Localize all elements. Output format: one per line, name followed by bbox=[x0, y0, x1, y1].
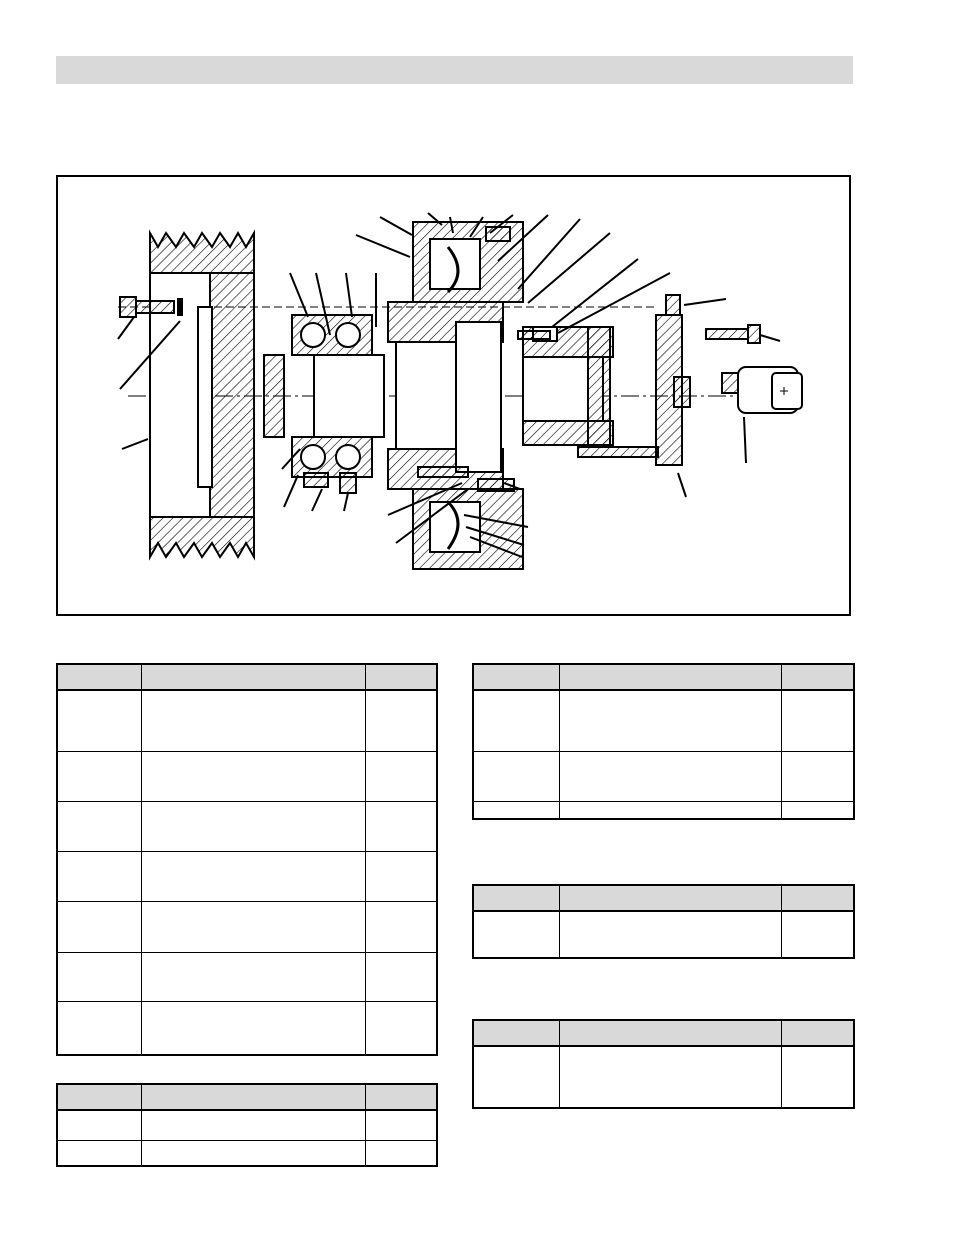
col-header-2 bbox=[559, 664, 781, 690]
table-row bbox=[473, 911, 854, 958]
table-row bbox=[473, 751, 854, 801]
col-header-3 bbox=[365, 1084, 437, 1110]
cap-screw-left bbox=[120, 297, 182, 317]
center-hub bbox=[388, 302, 503, 489]
table-row bbox=[473, 1046, 854, 1108]
col-header-1 bbox=[57, 664, 141, 690]
table-row bbox=[57, 751, 437, 801]
col-header-1 bbox=[473, 1020, 559, 1046]
table-row bbox=[473, 801, 854, 819]
parts-table-right-mid bbox=[472, 884, 855, 959]
table-row bbox=[57, 952, 437, 1001]
spacer-ring bbox=[264, 355, 284, 437]
col-header-3 bbox=[781, 885, 854, 911]
table-row bbox=[57, 901, 437, 952]
exploded-cross-section-drawing bbox=[58, 177, 849, 614]
parts-table-left-small bbox=[56, 1083, 438, 1167]
parts-table-left-main bbox=[56, 663, 438, 1056]
exploded-view-figure bbox=[56, 175, 851, 616]
col-header-3 bbox=[365, 664, 437, 690]
set-screw-mid bbox=[518, 331, 550, 339]
col-header-2 bbox=[559, 1020, 781, 1046]
table-row bbox=[57, 1140, 437, 1166]
bearing-hub bbox=[292, 315, 384, 493]
housing-upper bbox=[413, 222, 523, 302]
table-row bbox=[57, 851, 437, 901]
table-row bbox=[473, 690, 854, 751]
sensor-switch bbox=[722, 367, 802, 413]
table-row bbox=[57, 801, 437, 851]
parts-table-right-bottom bbox=[472, 1019, 855, 1109]
shaft-adapter bbox=[523, 327, 613, 445]
bolt-right bbox=[706, 325, 760, 343]
col-header-2 bbox=[559, 885, 781, 911]
table-row bbox=[57, 690, 437, 751]
col-header-1 bbox=[57, 1084, 141, 1110]
section-header-bar bbox=[56, 56, 853, 84]
housing-lower bbox=[413, 479, 523, 569]
col-header-1 bbox=[473, 885, 559, 911]
pulley-sheave bbox=[150, 233, 254, 557]
col-header-2 bbox=[141, 664, 365, 690]
table-row bbox=[57, 1110, 437, 1140]
col-header-2 bbox=[141, 1084, 365, 1110]
col-header-3 bbox=[781, 664, 854, 690]
col-header-1 bbox=[473, 664, 559, 690]
parts-table-right-top bbox=[472, 663, 855, 820]
table-row bbox=[57, 1001, 437, 1055]
col-header-3 bbox=[781, 1020, 854, 1046]
